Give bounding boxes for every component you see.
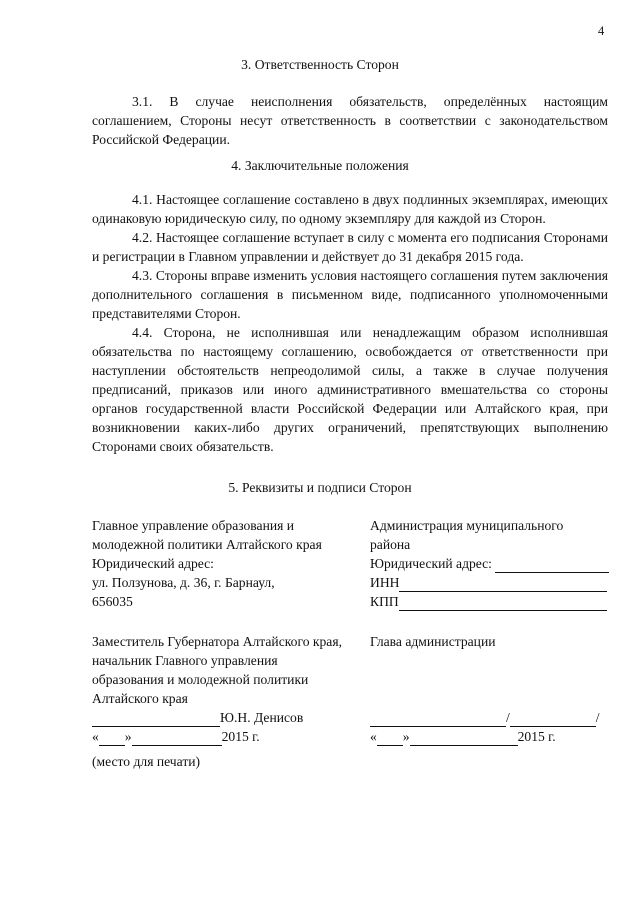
name-blank-line [510,712,596,727]
section-5-title: 5. Реквизиты и подписи Сторон [228,480,412,495]
right-party-requisites [370,516,610,611]
month-blank-line [132,731,222,746]
left-party-requisites [92,516,367,611]
left-signature-row [92,708,367,727]
page-number: 4 [598,24,605,38]
right-date-year: 2015 г. [517,729,556,744]
date-close-quote: » [402,729,410,744]
address-blank-line [495,558,609,573]
right-inn-label: ИНН [370,575,400,590]
right-inn-row [370,573,610,592]
right-spacer [370,651,610,708]
right-signature-row [370,708,610,727]
left-signer-line1: Заместитель Губернатора Алтайского края, [92,634,342,649]
slash-separator: / [595,710,600,725]
signature-blank-line [92,712,220,727]
left-org-line2: молодежной политики Алтайского края [92,537,322,552]
left-signer-line3: образования и молодежной политики [92,672,309,687]
section-3-title: 3. Ответственность Сторон [241,57,399,72]
right-kpp-row [370,592,610,611]
signature-blank-line [370,712,506,727]
day-blank-line [377,731,403,746]
paragraph-4-3: 4.3. Стороны вправе изменить условия настоящего соглашения путем заключения дополнительного соглашения в письменном виде, подписанного уполномоченными представителями Сторон. [92,268,608,321]
left-org-line1: Главное управление образования и [92,518,295,533]
right-signature-block [370,632,610,746]
month-blank-line [410,731,518,746]
stamp-place-note: (место для печати) [92,754,201,769]
right-org-line2: района [370,537,411,552]
left-date-year: 2015 г. [221,729,260,744]
inn-blank-line [399,577,607,592]
left-signature-block [92,632,367,746]
left-signer-name: Ю.Н. Денисов [220,710,304,725]
paragraph-4-4: 4.4. Сторона, не исполнившая или ненадлежащим образом исполнившая обязательства по настоящему соглашению, освобождается от ответственности при наступлении обстоятельств непреодолимой силы, а также в случае получения предписаний, приказов или иного административного вмешательства со стороны органов государственной власти Российской Федерации или Алтайского края, при возникновении каких-либо других ограничений, препятствующих выполнению Сторонами своих обязательств. [92,325,608,454]
paragraph-3-1: 3.1. В случае неисполнения обязательств, определённых настоящим соглашением, Стороны несут ответственность в соответствии с законодательством Российской Федерации. [92,94,608,147]
left-date-row [92,727,367,746]
date-open-quote: « [370,729,377,744]
right-date-row [370,727,610,746]
left-signer-line4: Алтайского края [92,691,188,706]
date-open-quote: « [92,729,99,744]
left-address-line2: 656035 [92,594,133,609]
right-signer-line1: Глава администрации [370,634,496,649]
kpp-blank-line [399,596,607,611]
left-address-label: Юридический адрес: [92,556,214,571]
day-blank-line [99,731,125,746]
right-address-label: Юридический адрес: [370,556,492,571]
paragraph-4-1: 4.1. Настоящее соглашение составлено в двух подлинных экземплярах, имеющих одинаковую юридическую силу, по одному экземпляру для каждой из Сторон. [92,192,608,226]
section-4-text [92,190,608,456]
paragraph-4-2: 4.2. Настоящее соглашение вступает в силу с момента его подписания Сторонами и регистрации в Главном управлении и действует до 31 декабря 2015 года. [92,230,608,264]
left-signer-line2: начальник Главного управления [92,653,278,668]
right-kpp-label: КПП [370,594,399,609]
section-3-text [92,92,608,149]
date-close-quote: » [124,729,132,744]
right-org-line1: Администрация муниципального [370,518,564,533]
slash-separator: / [506,710,510,725]
right-address-row [370,554,610,573]
section-4-title: 4. Заключительные положения [231,158,409,173]
left-address-line1: ул. Ползунова, д. 36, г. Барнаул, [92,575,275,590]
